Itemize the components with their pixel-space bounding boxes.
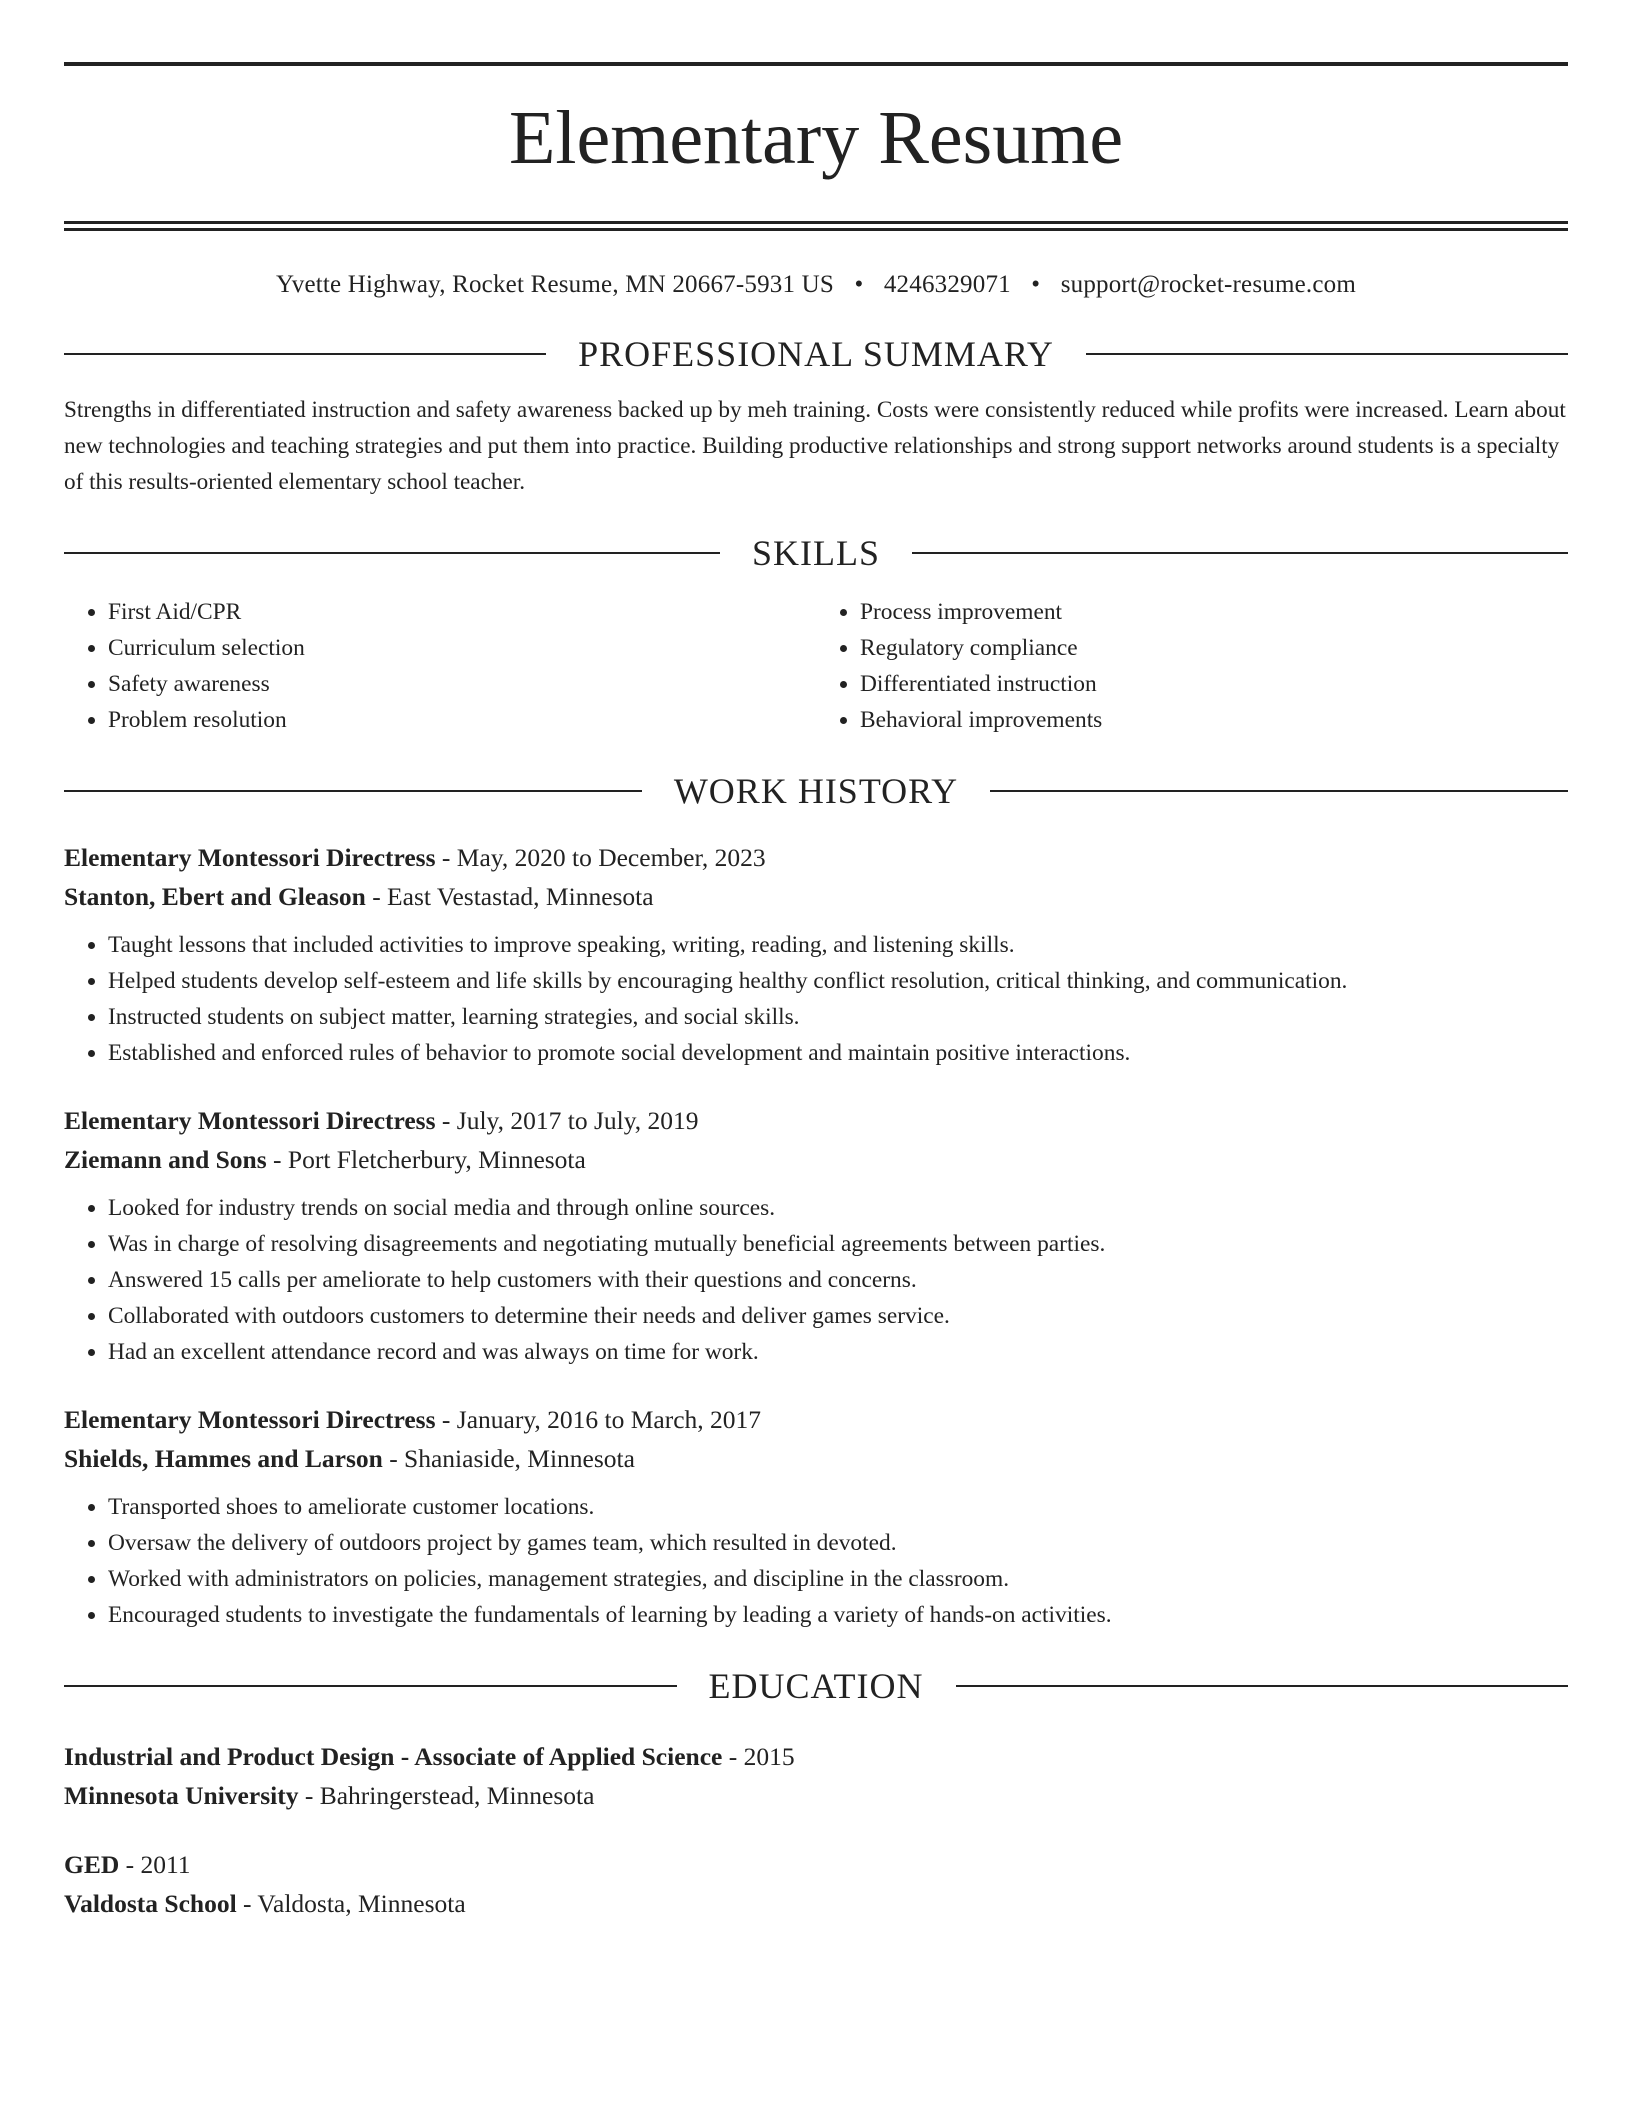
section-title-education: EDUCATION	[708, 1666, 924, 1706]
skill-item: • Differentiated instruction	[860, 666, 1568, 702]
contact-email: support@rocket-resume.com	[1060, 271, 1356, 298]
top-rule	[64, 62, 1568, 66]
job-bullets	[64, 1489, 1568, 1633]
section-header-summary	[64, 329, 1568, 379]
job-bullet: • Taught lessons that included activities to improve speaking, writing, reading, and listening skills.	[108, 927, 1568, 963]
job-bullet: • Worked with administrators on policies, management strategies, and discipline in the classroom.	[108, 1561, 1568, 1597]
education-location: - Valdosta, Minnesota	[236, 1889, 466, 1918]
job-bullet: • Encouraged students to investigate the fundamentals of learning by leading a variety of hands-on activities.	[108, 1597, 1568, 1633]
education-school: Valdosta School	[64, 1889, 237, 1918]
job-dates: - July, 2017 to July, 2019	[435, 1106, 699, 1135]
contact-line	[64, 269, 1568, 301]
job-bullet: • Helped students develop self-esteem and life skills by encouraging healthy conflict resolution, critical thinking, and communication.	[108, 963, 1568, 999]
job-company: Shields, Hammes and Larson	[64, 1444, 383, 1473]
section-rule-right	[912, 552, 1568, 554]
job-company-line	[64, 1439, 1568, 1478]
section-title-work: WORK HISTORY	[673, 771, 959, 811]
job-bullet: • Had an excellent attendance record and was always on time for work.	[108, 1334, 1568, 1370]
job-bullet: • Answered 15 calls per ameliorate to help customers with their questions and concerns.	[108, 1262, 1568, 1298]
section-header-work	[64, 766, 1568, 816]
job-bullet: • Established and enforced rules of behavior to promote social development and maintain positive interactions.	[108, 1035, 1568, 1071]
job-company-line	[64, 877, 1568, 916]
job-bullet: • Was in charge of resolving disagreements and negotiating mutually beneficial agreements between parties.	[108, 1226, 1568, 1262]
job-bullet: • Instructed students on subject matter, learning strategies, and social skills.	[108, 999, 1568, 1035]
education-entry	[64, 1737, 1568, 1815]
job-company-line	[64, 1140, 1568, 1179]
education-school-line	[64, 1884, 1568, 1923]
job-company: Stanton, Ebert and Gleason	[64, 882, 366, 911]
section-rule-right	[956, 1685, 1569, 1687]
job-bullet: • Collaborated with outdoors customers to determine their needs and deliver games service.	[108, 1298, 1568, 1334]
education-degree-line	[64, 1845, 1568, 1884]
skill-item: • Problem resolution	[108, 702, 816, 738]
job-bullet: • Oversaw the delivery of outdoors project by games team, which resulted in devoted.	[108, 1525, 1568, 1561]
job-bullets	[64, 1190, 1568, 1370]
section-title-skills: SKILLS	[752, 533, 881, 573]
job-location: - Port Fletcherbury, Minnesota	[266, 1145, 586, 1174]
education-location: - Bahringerstead, Minnesota	[298, 1781, 595, 1810]
job-entry	[64, 1101, 1568, 1370]
summary-text: Strengths in differentiated instruction and safety awareness backed up by meh training. Costs were consistently reduced while profits were increased. Learn about new technologies and teaching strategies and put them into practice. Building productive relationships and strong support networks around students is a specialty of this results-oriented elementary school teacher.	[64, 397, 1566, 495]
section-rule-left	[64, 1685, 677, 1687]
job-bullets	[64, 927, 1568, 1071]
skill-item: • Safety awareness	[108, 666, 816, 702]
job-title-line	[64, 1400, 1568, 1439]
contact-separator: •	[854, 271, 864, 298]
education-degree: GED	[64, 1850, 120, 1879]
education-degree: Industrial and Product Design - Associate of Applied Science	[64, 1742, 723, 1771]
job-title-line	[64, 838, 1568, 877]
skill-item: • First Aid/CPR	[108, 594, 816, 630]
skills-list	[64, 594, 1568, 738]
job-bullet: • Looked for industry trends on social media and through online sources.	[108, 1190, 1568, 1226]
job-location: - Shaniaside, Minnesota	[382, 1444, 635, 1473]
job-entry	[64, 1400, 1568, 1633]
education-year: - 2015	[722, 1742, 795, 1771]
education-entry	[64, 1845, 1568, 1923]
section-title-summary: PROFESSIONAL SUMMARY	[578, 334, 1054, 374]
section-header-education	[64, 1661, 1568, 1711]
resume-title: Elementary Resume	[508, 96, 1124, 180]
skill-item: • Curriculum selection	[108, 630, 816, 666]
job-location: - East Vestastad, Minnesota	[365, 882, 654, 911]
education-school: Minnesota University	[64, 1781, 299, 1810]
contact-address: Yvette Highway, Rocket Resume, MN 20667-5931 US	[276, 271, 834, 298]
job-title: Elementary Montessori Directress	[64, 843, 436, 872]
skill-item: • Regulatory compliance	[860, 630, 1568, 666]
section-header-skills	[64, 528, 1568, 578]
job-entry	[64, 838, 1568, 1071]
job-title-line	[64, 1101, 1568, 1140]
contact-phone: 4246329071	[883, 271, 1011, 298]
job-title: Elementary Montessori Directress	[64, 1405, 436, 1434]
education-year: - 2011	[119, 1850, 191, 1879]
job-company: Ziemann and Sons	[64, 1145, 267, 1174]
title-double-rule	[64, 221, 1568, 231]
job-dates: - May, 2020 to December, 2023	[435, 843, 766, 872]
skill-item: • Behavioral improvements	[860, 702, 1568, 738]
education-school-line	[64, 1776, 1568, 1815]
job-title: Elementary Montessori Directress	[64, 1106, 436, 1135]
section-rule-right	[990, 790, 1568, 792]
skills-column-right	[816, 594, 1568, 738]
job-dates: - January, 2016 to March, 2017	[435, 1405, 762, 1434]
contact-separator: •	[1031, 271, 1041, 298]
skills-column-left	[64, 594, 816, 738]
job-bullet: • Transported shoes to ameliorate customer locations.	[108, 1489, 1568, 1525]
skill-item: • Process improvement	[860, 594, 1568, 630]
section-rule-right	[1086, 353, 1568, 355]
education-degree-line	[64, 1737, 1568, 1776]
section-rule-left	[64, 790, 642, 792]
section-rule-left	[64, 353, 546, 355]
section-rule-left	[64, 552, 720, 554]
